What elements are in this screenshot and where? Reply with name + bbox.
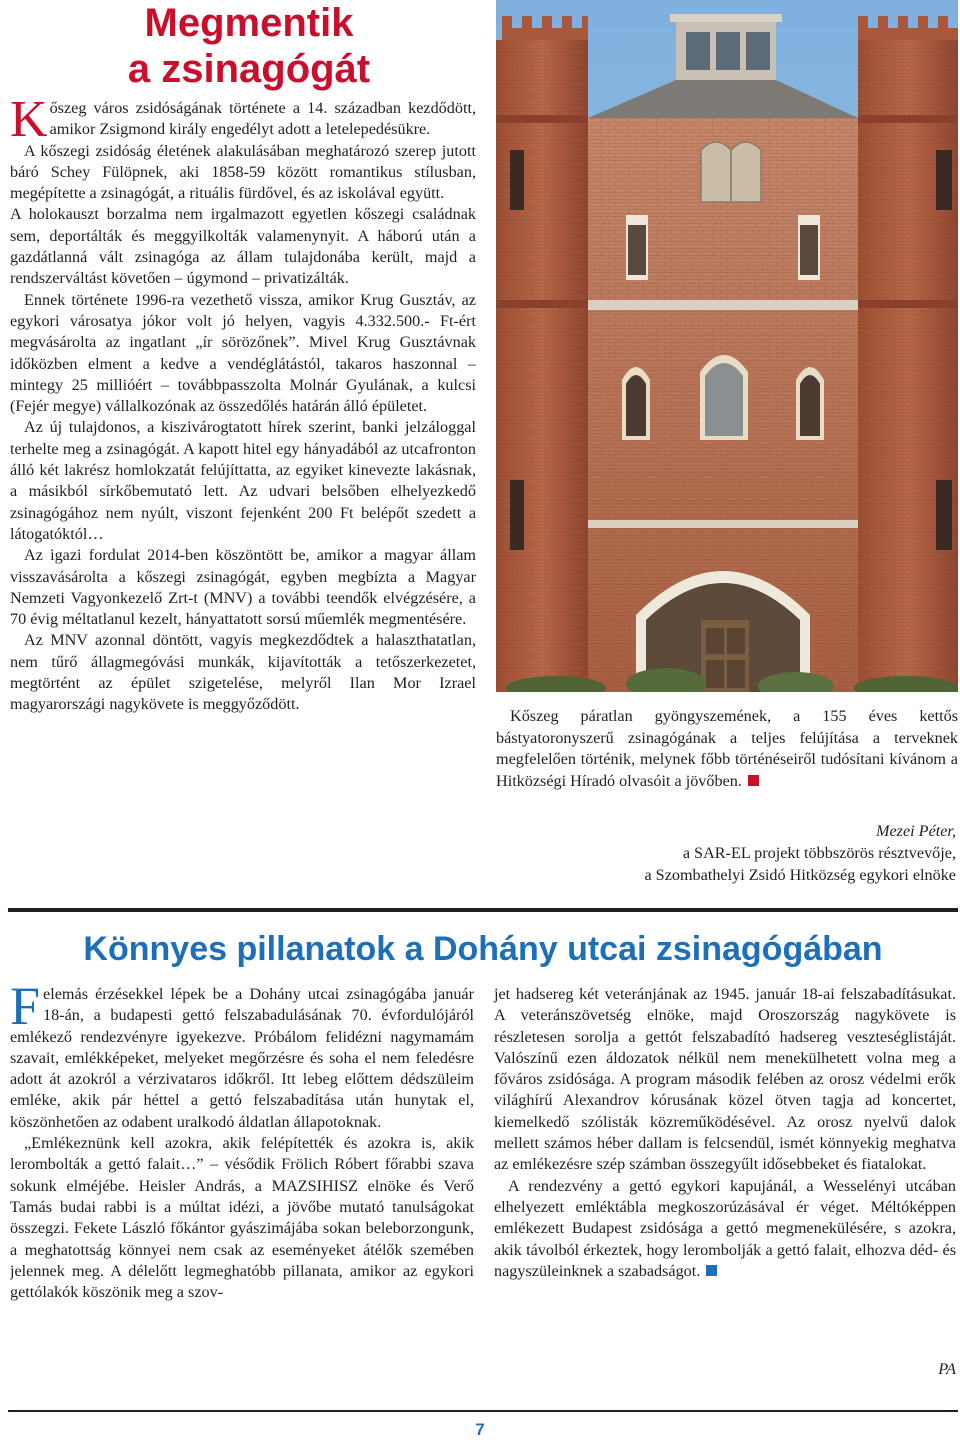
paragraph: Az új tulajdonos, a kiszivárogtatott hírek szerint, banki jelzáloggal terhelte meg a zsinagógát. A kapott hitel egy hányadából az utcafronton álló két lakrész homlokzatát felújíttatta, az egyiket kinevezte lakásnak, a másikból sírkőbemutató lett. Az udvari belsőben elhelyezkedő zsinagógához nem nyúlt, viszont fejenként 200 Ft belépőt szedett a látogatóktól…: [10, 418, 476, 543]
paragraph: Az igazi fordulat 2014-ben köszöntött be, amikor a magyar állam visszavásárolta a kőszegi zsinagógát, egyben megbízta a Magyar Nemzeti Vagyonkezelő Zrt-t (MNV) a további teendők elvégzésére, a 70 évig méltatlanul kezelt, hányattatott sorsú műemlék megmentésére.: [10, 546, 476, 629]
section-divider: [8, 908, 958, 912]
caption-text: Kőszeg páratlan gyöngyszemének, a 155 éves kettős bástyatoronyszerű zsinagógának a teljes felújítása a terveknek megfelelően történik, melynek főbb történéseiről tudósítani kívánom a Hitközségi Híradó olvasóit a jövőben.: [496, 707, 958, 790]
article-body-left: [10, 984, 474, 1382]
drop-cap: F: [10, 984, 41, 1036]
author-role: a Szombathelyi Zsidó Hitközség egykori elnöke: [644, 866, 956, 884]
article-title: [14, 0, 484, 92]
synagogue-photo: [496, 0, 958, 692]
end-square-icon: [748, 775, 759, 786]
paragraph-continued: jet hadsereg két veteránjának az 1945. január 18-ai felszabadításukat. A veteránszövetség elnöke, majd Oroszország nagykövete is részletesen sorolja a gettót felszabadító hadsereg veszteséglistáját. Valószínű ezen áldozatok nélkül nem menekülhetett volna meg a főváros zsidósága. A program második felében az orosz védelmi erők világhírű Alexandrov kórusának közel ötven tagja ad koncertet, kiemelkedő szólisták közreműködésével. Az orosz nyelvű dalok mellett számos héber dallam is felcsendül, ismét könnyekig meghatva az emlékezésre szép számban összegyűlt idősebbeket és fiatalokat.: [494, 985, 956, 1174]
paragraph: A kőszegi zsidóság életének alakulásában meghatározó szerep jutott báró Schey Fülöpnek, aki 1858-59 között romantikus stílusban, megépítette a zsinagógát, a rituális fürdővel, és az iskolával együtt.: [10, 141, 476, 203]
page-number: 7: [475, 1420, 485, 1439]
paragraph-intro: Kőszeg város zsidóságának története a 14. században kezdődött, amikor Zsigmond király engedélyt adott a letelepedésükre.: [10, 91, 476, 148]
end-square-icon: [706, 1265, 717, 1276]
author-role: a SAR-EL projekt többszörös résztvevője,: [682, 844, 956, 862]
paragraph: A holokauszt borzalma nem irgalmazott egyetlen kőszegi családnak sem, deportálták és meggyilkolták valamenynyit. A háború után a gazdátlanná vált zsinagóga az állam tulajdonába került, majd a rendszerváltást követően – úgymond – privatizálták.: [10, 205, 476, 288]
paragraph: Az MNV azonnal döntött, vagyis megkezdődtek a halaszthatatlan, nem tűrő állagmegóvási munkák, kijavították a tetőszerkezetet, megtörtént az épület szigetelése, melyről Ilan Mor Izrael magyarországi nagykövete is meggyőződött.: [10, 631, 476, 714]
article-title-line1: Megmentik: [144, 1, 354, 45]
paragraph-intro: Felemás érzésekkel lépek be a Dohány utcai zsinagógába január 18-án, a budapesti gettó felszabadulásának 70. évfordulójáról emlékező rendezvényre igyekezve. Próbálom felidézni nagymamám szavait, emlékképeket, melyeket megőrzésre és soha el nem feledésre adott át azokról a vérzivataros időkről. Itt lebeg előttem dédszüleim emléke, akik pár héttel a gettó felszabadítása után hunytak el, köszönhetően az odabent uralkodó áldatlan állapotoknak.: [10, 984, 474, 1131]
article-title: Könnyes pillanatok a Dohány utcai zsinagógában: [83, 930, 883, 968]
author-initials: PA: [938, 1360, 956, 1378]
author-name: Mezei Péter,: [875, 822, 956, 840]
footer-divider: [8, 1410, 958, 1412]
paragraph: A rendezvény a gettó egykori kapujánál, a Wesselényi utcában elhelyezett emléktábla megkoszorúzásával ér véget. Méltóképpen emlékezett Budapest zsidósága a gettó megmenekülésére, s azokra, akik távolból érkeztek, hogy lerombolják a gettó falait, elhozva déd- és nagyszüleinknek a szabadságot.: [494, 1176, 956, 1280]
article-title-line2: a zsinagógát: [127, 47, 371, 91]
article-body: [10, 91, 476, 716]
article-body-right: [494, 984, 956, 1282]
photo-caption: [496, 706, 958, 792]
paragraph: „Emlékeznünk kell azokra, akik felépítették és azokra is, akik lerombolták a gettó falait…” – vésődik Frölich Róbert főrabbi szava sokunk elméjébe. Heisler András, a MAZSIHISZ elnöke és Verő Tamás budai rabbi is a múltat idézi, a jövőbe mutató tanulságokat összegzi. Fekete László főkántor gyászimájába sokan beleborzongunk, a meghatottság könnyei nem csak az eseményeket átélők szemében jelennek meg. A délelőtt legmeghatóbb pillanata, amikor az egykori gettólakók köszönik meg a szov-: [10, 1134, 474, 1302]
drop-cap: K: [10, 91, 48, 148]
author-signature: [560, 820, 956, 886]
paragraph: Ennek története 1996-ra vezethető vissza, amikor Krug Gusztáv, az egykori városatya jókor volt jó helyen, vagyis 4.332.500.- Ft-ért megvásárolta az ingatlant „ír sörözőnek”. Mivel Krug Gusztávnak időközben elment a kedve a vendéglátástól, takaros haszonnal – mintegy 25 millióért – továbbpasszolta Molnár Gyulának, a kulcsi (Fejér megye) vállalkozónak az összedőlés határán álló épületet.: [10, 290, 476, 416]
